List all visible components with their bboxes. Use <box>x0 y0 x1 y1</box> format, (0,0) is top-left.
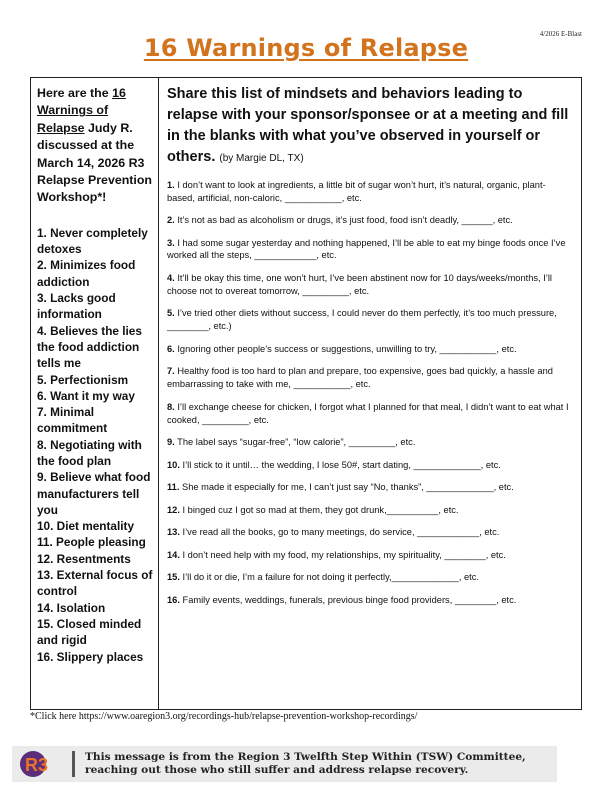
banner-line-2: reaching out those who still suffer and address relapse recovery. <box>85 764 469 776</box>
intro-prefix: Here are the <box>37 86 113 100</box>
example-item <box>167 436 573 449</box>
heading-text: Share this list of mindsets and behaviors leading to relapse with your sponsor/sponsee or at a meeting and fill in the blanks with what you’ve observed in yourself or others. <box>167 86 569 165</box>
warnings-list <box>37 225 154 665</box>
example-text: I’ll exchange cheese for chicken, I forgot what I planned for that meal, I didn’t want to eat what I cooked, _________, etc. <box>167 401 569 425</box>
example-number: 2. <box>167 215 175 225</box>
example-text: I’ve tried other diets without success, I could never do them perfectly, it’s too much pressure, ________, etc.) <box>167 308 557 332</box>
logo-text: R3 <box>25 755 49 775</box>
recordings-link[interactable]: *Click here https://www.oaregion3.org/recordings-hub/relapse-prevention-workshop-recordings/ <box>30 711 418 722</box>
warning-item: 6. Want it my way <box>37 388 135 403</box>
example-number: 1. <box>167 179 175 190</box>
warning-item: 16. Slippery places <box>37 649 144 664</box>
example-number: 7. <box>167 366 175 377</box>
warning-item: 14. Isolation <box>37 600 106 615</box>
byline: (by Margie DL, TX) <box>219 153 304 164</box>
example-text: It’s not as bad as alcoholism or drugs, it’s just food, food isn’t deadly, ______, etc. <box>174 215 513 225</box>
example-item <box>167 594 573 607</box>
example-number: 3. <box>167 237 175 248</box>
warning-item: 1. Never completely detoxes <box>37 225 148 257</box>
intro-text <box>37 85 154 207</box>
example-number: 6. <box>167 343 175 354</box>
warning-item: 11. People pleasing <box>37 535 146 550</box>
intro-suffix: Judy R. discussed at the March 14, 2026 R3 Relapse Prevention Workshop*! <box>37 120 153 205</box>
content-table <box>30 77 582 710</box>
example-item <box>167 343 573 356</box>
example-text: Healthy food is too hard to plan and prepare, too expensive, goes bad quickly, a hassle and embarrassing to take with me, ___________, etc. <box>167 366 553 390</box>
example-item <box>167 481 573 494</box>
region3-logo-graphic <box>18 749 56 779</box>
warning-item: 7. Minimal commitment <box>37 405 108 436</box>
example-item <box>167 504 573 517</box>
warning-item: 12. Resentments <box>37 551 131 566</box>
example-number: 8. <box>167 401 175 412</box>
example-number: 5. <box>167 308 175 319</box>
example-item <box>167 179 573 205</box>
example-text: Family events, weddings, funerals, previous binge food providers, ________, etc. <box>179 594 517 605</box>
intro-link[interactable]: 16 Warnings of Relapse <box>37 86 126 135</box>
example-text: I’ll do it or die, I’m a failure for not doing it perfectly,_____________, etc. <box>179 572 479 583</box>
warning-item: 4. Believes the lies the food addiction tells me <box>37 323 142 371</box>
warning-item: 3. Lacks good information <box>37 291 116 322</box>
example-item <box>167 214 573 227</box>
example-number: 14. <box>167 549 180 560</box>
examples-list <box>167 179 573 607</box>
example-item <box>167 526 573 539</box>
example-number: 16. <box>167 594 180 605</box>
page-title: 16 Warnings of Relapse <box>143 34 469 62</box>
edition-label: 4/2026 E-Blast <box>539 30 582 38</box>
examples-column <box>159 78 581 709</box>
example-item <box>167 237 573 263</box>
example-text: I’ve read all the books, go to many meetings, do service, ____________, etc. <box>179 527 500 538</box>
committee-banner <box>12 746 557 782</box>
example-text: I don’t want to look at ingredients, a little bit of sugar won’t hurt, it’s natural, organic, plant-based, artificial, non-caloric, ___________, etc. <box>167 179 546 203</box>
warning-item: 9. Believe what food manufacturers tell you <box>37 470 151 517</box>
warning-item: 15. Closed minded and rigid <box>37 616 142 648</box>
example-item <box>167 401 573 427</box>
example-text: Ignoring other people’s success or suggestions, unwilling to try, ___________, etc. <box>174 343 517 354</box>
example-item <box>167 571 573 584</box>
region3-logo-icon <box>18 749 56 779</box>
warning-item: 2. Minimizes food addiction <box>37 258 136 289</box>
example-text: I binged cuz I got so mad at them, they got drunk,__________, etc. <box>179 504 459 515</box>
example-number: 13. <box>167 527 180 538</box>
warning-item: 13. External focus of control <box>37 568 153 599</box>
example-text: I had some sugar yesterday and nothing happened, I’ll be able to eat my binge foods once I’ve worked all the steps, ____________, etc. <box>167 237 566 261</box>
example-number: 11. <box>167 482 180 493</box>
example-number: 4. <box>167 272 175 283</box>
example-item <box>167 365 573 391</box>
banner-message <box>72 751 526 777</box>
example-number: 15. <box>167 572 180 583</box>
warnings-column <box>31 78 159 709</box>
example-item <box>167 549 573 562</box>
example-text: It’ll be okay this time, one won’t hurt, I’ve been abstinent now for 10 days/weeks/months, I’ll choose not to overeat tomorrow, _________, etc. <box>167 272 552 296</box>
warning-item: 8. Negotiating with the food plan <box>37 437 142 468</box>
example-text: She made it especially for me, I can’t just say “No, thanks”, _____________, etc. <box>179 482 514 493</box>
warning-item: 5. Perfectionism <box>37 372 129 387</box>
example-number: 10. <box>167 459 180 470</box>
banner-line-1: This message is from the Region 3 Twelfth Step Within (TSW) Committee, <box>85 751 526 763</box>
example-number: 12. <box>167 504 180 515</box>
example-text: I’ll stick to it until… the wedding, I lose 50#, start dating, _____________, etc. <box>179 459 501 470</box>
example-number: 9. <box>167 437 175 448</box>
example-item <box>167 459 573 472</box>
example-text: I don’t need help with my food, my relationships, my spirituality, ________, etc. <box>179 549 506 560</box>
example-item <box>167 307 573 333</box>
examples-heading <box>167 84 573 169</box>
warning-item: 10. Diet mentality <box>37 519 135 534</box>
example-text: The label says “sugar-free”, “low calorie”, _________, etc. <box>174 437 416 448</box>
example-item <box>167 272 573 298</box>
